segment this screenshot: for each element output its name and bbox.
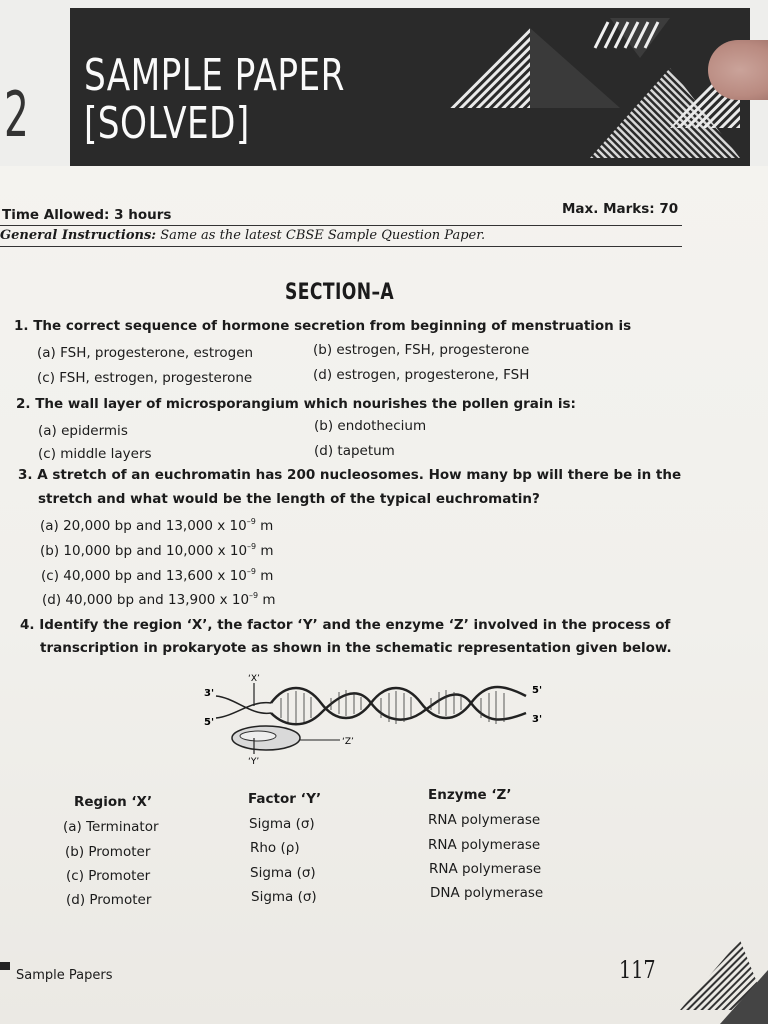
q3-option-d-text: (d) 40,000 bp and 13,900 x 10 [42, 592, 250, 608]
instructions-text: Same as the latest CBSE Sample Question Paper. [160, 228, 486, 243]
q3-option-d-unit: m [258, 592, 276, 608]
q1-option-a: (a) FSH, progesterone, estrogen [37, 345, 254, 361]
question-3-line1: 3. A stretch of an euchromatin has 200 nucleosomes. How many bp will there be in the [18, 467, 682, 483]
q3-option-b-text: (b) 10,000 bp and 10,000 x 10 [40, 543, 248, 559]
label-y: ‘Y’ [248, 757, 260, 767]
q3-option-b-unit: m [256, 543, 274, 559]
rule-top [0, 225, 682, 226]
paper-title-line1: SAMPLE PAPER [84, 50, 345, 101]
question-1: 1. The correct sequence of hormone secretion from beginning of menstruation is [14, 318, 632, 334]
header-banner [0, 0, 768, 166]
footer-stripes-decoration [660, 930, 768, 1024]
q2-option-c: (c) middle layers [38, 446, 152, 462]
label-5prime-left: 5' [204, 717, 215, 728]
table-row-d-factor: Sigma (σ) [251, 889, 317, 905]
table-row-b-factor: Rho (ρ) [250, 840, 300, 856]
time-allowed: Time Allowed: 3 hours [2, 207, 172, 223]
section-title: SECTION–A [285, 280, 395, 305]
table-row-a-region: (a) Terminator [63, 819, 159, 835]
transcription-diagram [196, 668, 556, 768]
q2-option-a: (a) epidermis [38, 423, 128, 439]
q2-option-b: (b) endothecium [314, 418, 427, 434]
table-row-d-enzyme: DNA polymerase [430, 885, 544, 901]
page-number: 117 [619, 956, 656, 984]
question-2: 2. The wall layer of microsporangium which nourishes the pollen grain is: [16, 396, 576, 412]
q3-option-c [41, 567, 273, 584]
q3-option-c-text: (c) 40,000 bp and 13,600 x 10 [41, 568, 247, 584]
question-4-line1: 4. Identify the region ‘X’, the factor ‘Y’ and the enzyme ‘Z’ involved in the process of [20, 617, 671, 633]
q3-option-d [42, 591, 276, 608]
table-row-c-region: (c) Promoter [66, 868, 151, 884]
table-row-a-enzyme: RNA polymerase [428, 812, 541, 828]
q3-option-a-exp: –9 [246, 517, 256, 526]
label-3prime-left: 3' [204, 688, 215, 699]
q3-option-c-exp: –9 [246, 567, 256, 576]
question-3-line2: stretch and what would be the length of the typical euchromatin? [38, 491, 540, 507]
instructions-label: General Instructions: [0, 228, 157, 243]
table-header-region: Region ‘X’ [74, 794, 153, 810]
general-instructions [0, 228, 485, 243]
q3-option-b [40, 542, 274, 559]
label-3prime-right: 3' [532, 714, 543, 725]
q1-option-c: (c) FSH, estrogen, progesterone [37, 370, 253, 386]
footer-label: Sample Papers [16, 968, 113, 983]
q3-option-a [40, 517, 273, 534]
q1-option-d: (d) estrogen, progesterone, FSH [313, 367, 530, 383]
table-row-a-factor: Sigma (σ) [249, 816, 315, 832]
paper-title-line2: [SOLVED] [84, 98, 250, 149]
label-z: ‘Z’ [342, 737, 354, 747]
dna-strand-top [271, 687, 526, 718]
q3-option-a-text: (a) 20,000 bp and 13,000 x 10 [40, 518, 247, 534]
dna-strand-bottom [271, 693, 526, 724]
sigma-factor [240, 731, 276, 741]
finger-photo-artifact [708, 40, 768, 100]
q3-option-c-unit: m [255, 568, 274, 584]
dna-strand-entry [216, 696, 271, 713]
table-row-c-factor: Sigma (σ) [250, 865, 316, 881]
paper-title [84, 52, 345, 148]
banner-stripes-decoration [440, 8, 750, 166]
q1-option-b: (b) estrogen, FSH, progesterone [313, 342, 530, 358]
table-row-b-region: (b) Promoter [65, 844, 151, 860]
table-row-c-enzyme: RNA polymerase [429, 861, 542, 877]
footer-marker [0, 962, 10, 970]
q2-option-d: (d) tapetum [314, 443, 395, 459]
rule-bottom [0, 246, 682, 247]
q3-option-d-exp: –9 [249, 591, 259, 600]
table-row-d-region: (d) Promoter [66, 892, 152, 908]
table-row-b-enzyme: RNA polymerase [428, 837, 541, 853]
paper-number: 2 [4, 78, 28, 151]
max-marks: Max. Marks: 70 [562, 201, 679, 217]
question-4-line2: transcription in prokaryote as shown in the schematic representation given below. [40, 640, 672, 656]
label-5prime-right: 5' [532, 685, 543, 696]
table-header-factor: Factor ‘Y’ [248, 791, 322, 807]
q3-option-a-unit: m [255, 518, 274, 534]
label-x: ‘X’ [248, 674, 260, 684]
table-header-enzyme: Enzyme ‘Z’ [428, 787, 512, 803]
dna-strand-entry-2 [216, 703, 271, 718]
q3-option-b-exp: –9 [247, 542, 257, 551]
